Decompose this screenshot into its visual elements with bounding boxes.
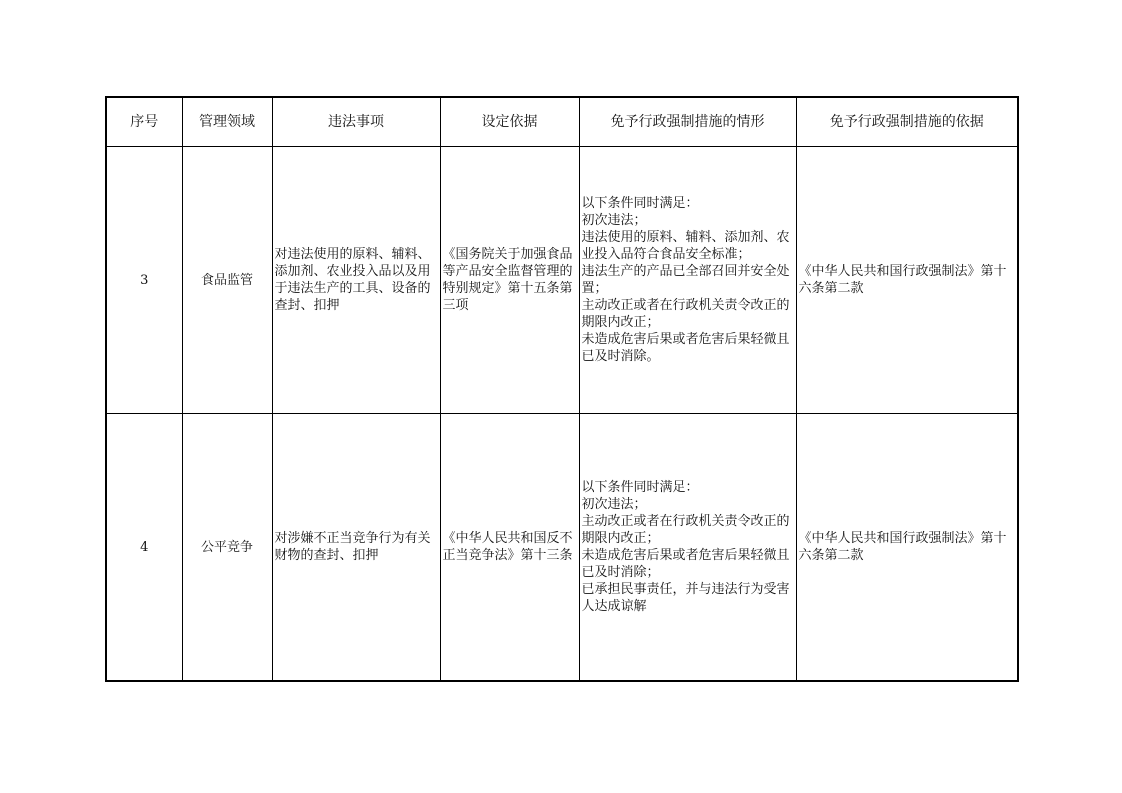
header-exemption-basis: 免予行政强制措施的依据 — [796, 97, 1018, 147]
exemption-basis-cell: 《中华人民共和国行政强制法》第十六条第二款 — [796, 147, 1018, 414]
header-violation-matter: 违法事项 — [272, 97, 440, 147]
management-domain-cell: 公平竞争 — [182, 414, 272, 682]
condition-line: 主动改正或者在行政机关责令改正的期限内改正； — [581, 298, 790, 330]
exemption-basis-cell: 《中华人民共和国行政强制法》第十六条第二款 — [796, 414, 1018, 682]
header-exemption-conditions: 免予行政强制措施的情形 — [579, 97, 796, 147]
violation-matter-cell: 对涉嫌不正当竞争行为有关财物的查封、扣押 — [272, 414, 440, 682]
header-legal-basis: 设定依据 — [440, 97, 579, 147]
legal-basis-cell: 《中华人民共和国反不正当竞争法》第十三条 — [440, 414, 579, 682]
header-row — [106, 97, 1018, 147]
condition-line: 违法使用的原料、辅料、添加剂、农业投入品符合食品安全标准； — [581, 230, 790, 262]
condition-line: 以下条件同时满足： — [581, 480, 699, 495]
condition-line: 以下条件同时满足： — [581, 196, 699, 211]
condition-line: 未造成危害后果或者危害后果轻微且已及时消除； — [581, 548, 790, 580]
management-domain-cell: 食品监管 — [182, 147, 272, 414]
serial-number-cell: 4 — [106, 414, 182, 682]
condition-line: 已承担民事责任，并与违法行为受害人达成谅解 — [581, 582, 790, 614]
condition-line: 初次违法； — [581, 213, 647, 228]
condition-line: 主动改正或者在行政机关责令改正的期限内改正； — [581, 514, 790, 546]
header-management-domain: 管理领域 — [182, 97, 272, 147]
table-row — [106, 147, 1018, 414]
exemption-table — [105, 96, 1019, 682]
violation-matter-cell: 对违法使用的原料、辅料、添加剂、农业投入品以及用于违法生产的工具、设备的查封、扣押 — [272, 147, 440, 414]
exemption-conditions-cell — [579, 147, 796, 414]
table-row — [106, 414, 1018, 682]
exemption-conditions-cell — [579, 414, 796, 682]
condition-line: 未造成危害后果或者危害后果轻微且已及时消除。 — [581, 332, 790, 364]
condition-line: 违法生产的产品已全部召回并安全处置； — [581, 264, 790, 296]
condition-line: 初次违法； — [581, 497, 647, 512]
serial-number-cell: 3 — [106, 147, 182, 414]
header-serial-number: 序号 — [106, 97, 182, 147]
legal-basis-cell: 《国务院关于加强食品等产品安全监督管理的特别规定》第十五条第三项 — [440, 147, 579, 414]
